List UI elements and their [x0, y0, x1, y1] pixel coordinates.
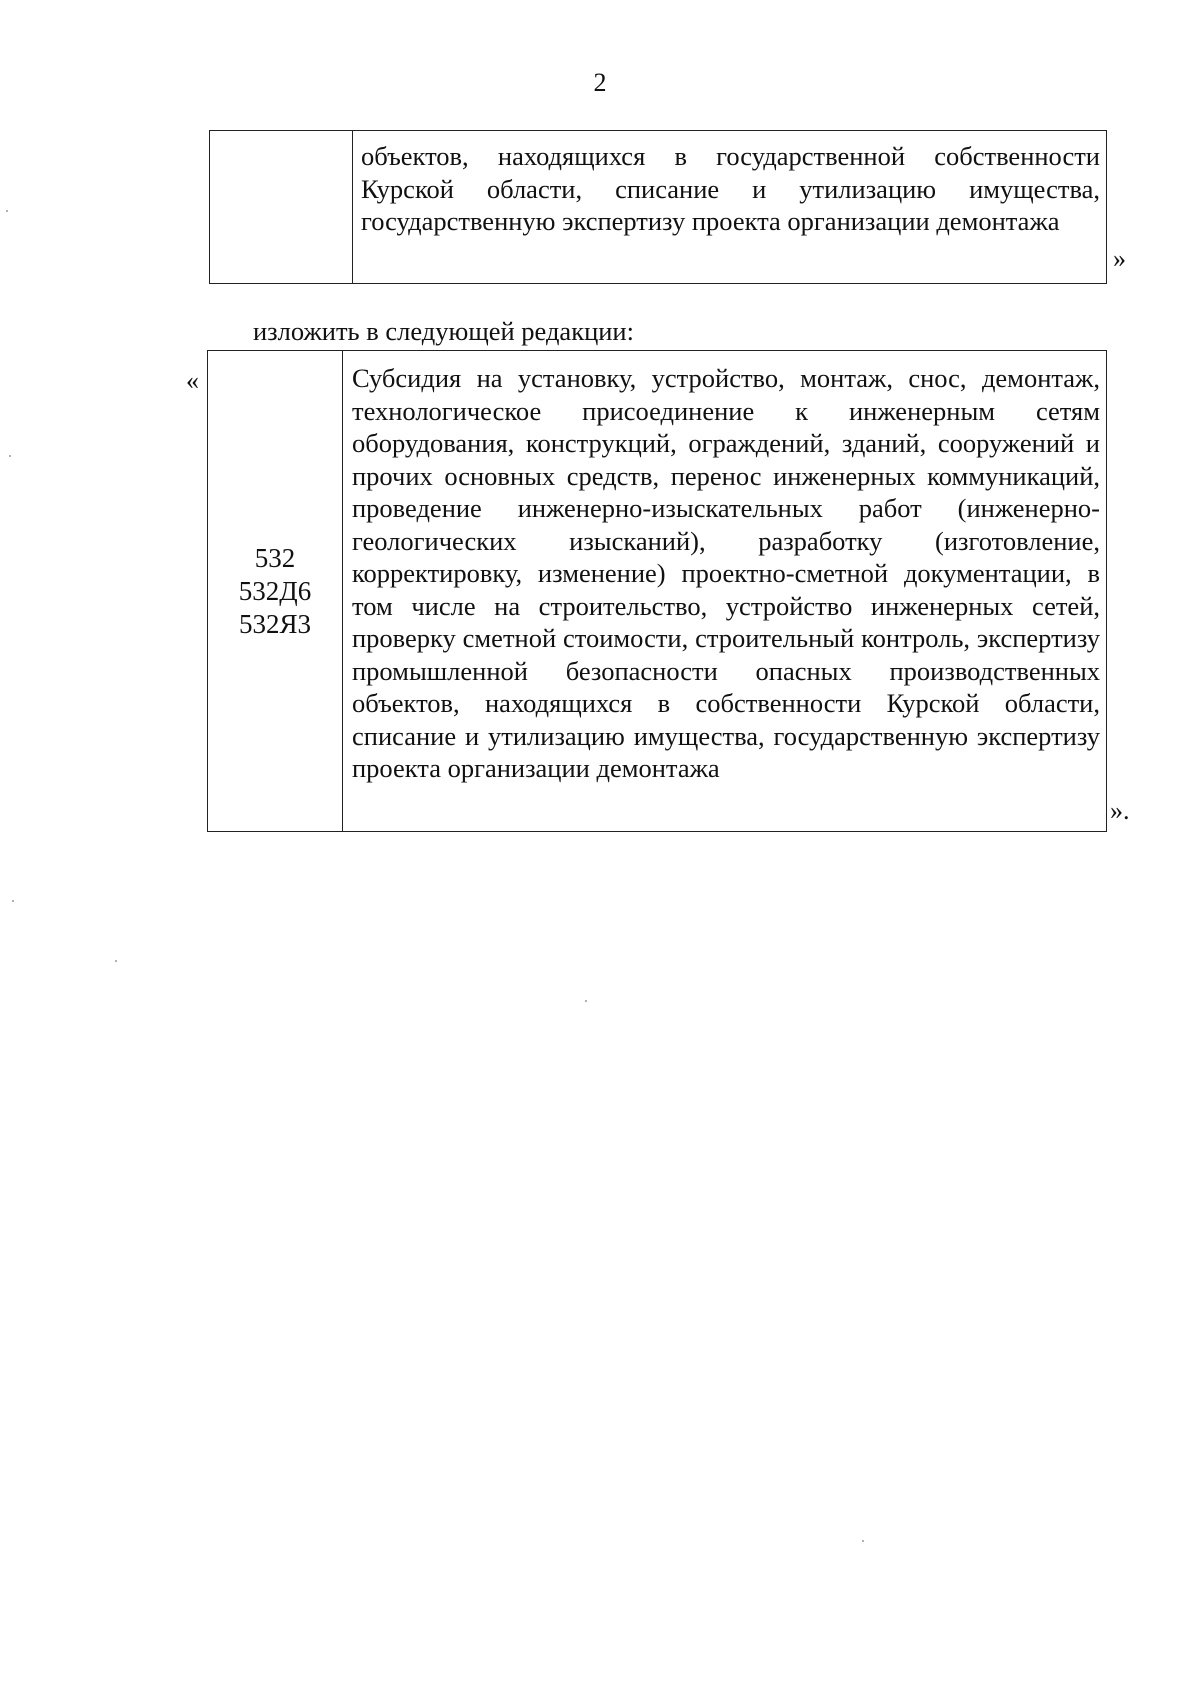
closing-quote-2: ».: [1110, 796, 1130, 825]
description-text: объектов, находящихся в государственной собственности Курской области, списание и утилизацию имущества, государственную экспертизу проекта организации демонтажа: [361, 141, 1100, 236]
scan-speck: [12, 900, 14, 902]
closing-quote-1: »: [1113, 244, 1126, 273]
page-number: 2: [593, 68, 607, 97]
continued-table: [209, 130, 1107, 284]
code-cell: [210, 131, 353, 284]
table-row: [210, 131, 1107, 284]
instruction-text: изложить в следующей редакции:: [253, 316, 634, 346]
opening-quote-2: «: [186, 366, 199, 395]
scan-speck: [862, 1540, 864, 1542]
code-line: 532Я3: [238, 608, 311, 639]
code-line: 532Д6: [238, 575, 312, 606]
description-cell: [353, 131, 1107, 284]
code-line: 532: [254, 542, 296, 573]
code-cell: [208, 351, 343, 832]
scan-speck: [6, 210, 8, 212]
new-edition-table: [207, 350, 1107, 832]
description-text: Субсидия на установку, устройство, монтаж, снос, демонтаж, технологическое присоединение к инженерным сетям оборудования, конструкций, ограждений, зданий, сооружений и прочих основных средств, перенос инженерных коммуникаций, проведение инженерно-изыскательных работ (инженерно-геологических изысканий), разработку (изготовление, корректировку, изменение) проектно-сметной документации, в том числе на строительство, устройство инженерных сетей, проверку сметной стоимости, строительный контроль, экспертизу промышленной безопасности опасных производственных объектов, находящихся в собственности Курской области, списание и утилизацию имущества, государственную экспертизу проекта организации демонтажа: [352, 363, 1100, 783]
scan-speck: [115, 960, 117, 962]
table-row: [208, 351, 1107, 832]
description-cell: [343, 351, 1107, 832]
scan-speck: [585, 1000, 587, 1002]
scan-speck: [9, 455, 11, 457]
